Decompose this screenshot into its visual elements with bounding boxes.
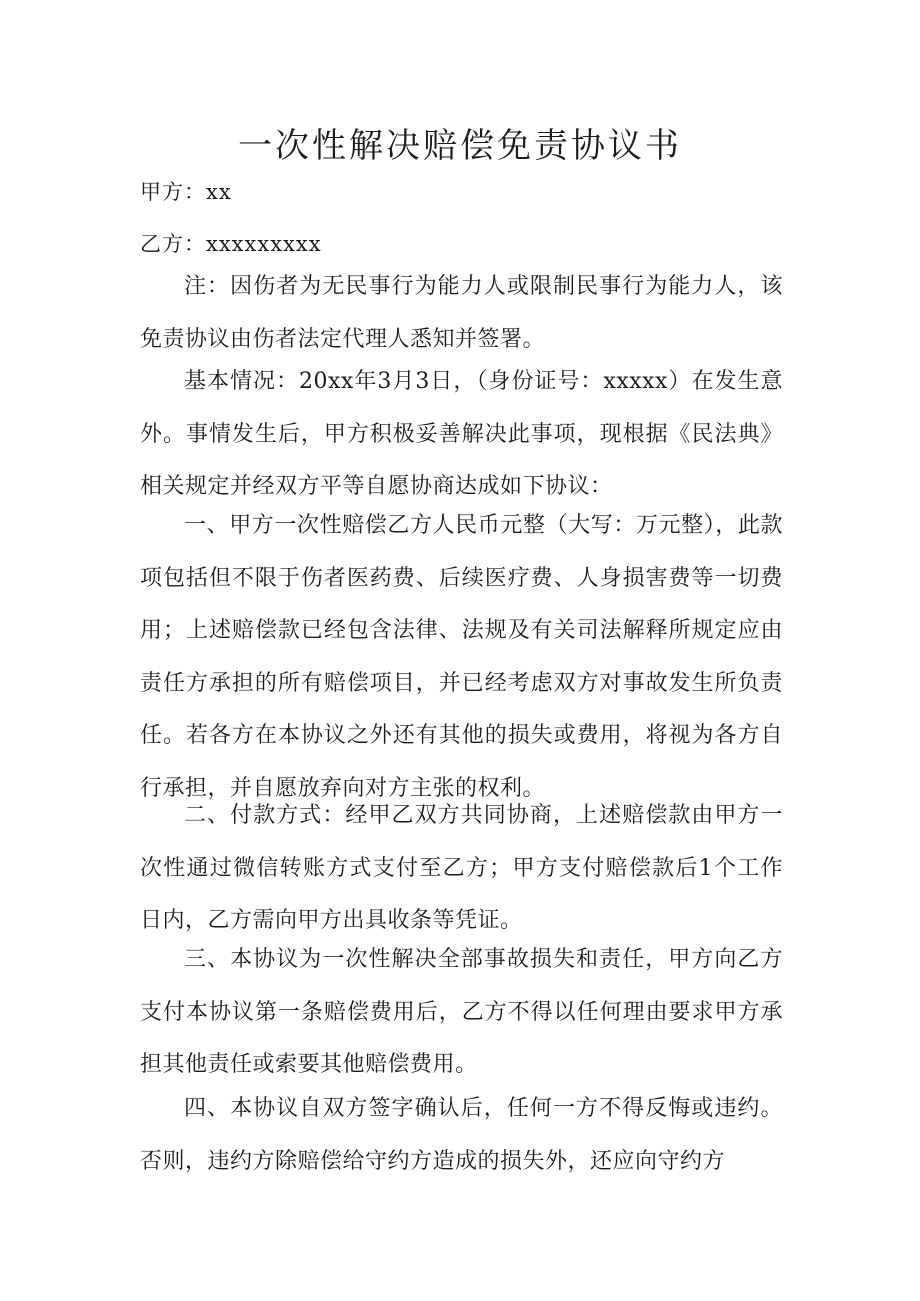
clause-1-paragraph: 一、甲方一次性赔偿乙方人民币元整（大写：万元整），此款项包括但不限于伤者医药费、后续医疗费、人身损害费等一切费用；上述赔偿款已经包含法律、法规及有关司法解释所规定应由责任方承担的所有赔偿项目，并已经考虑双方对事故发生所负责任。若各方在本协议之外还有其他的损失或费用，将视为各方自行承担，并自愿放弃向对方主张的权利。 (140, 513, 783, 801)
clause-3-paragraph: 三、本协议为一次性解决全部事故损失和责任，甲方向乙方支付本协议第一条赔偿费用后，乙方不得以任何理由要求甲方承担其他责任或索要其他赔偿费用。 (140, 947, 783, 1077)
note-paragraph: 注：因伤者为无民事行为能力人或限制民事行为能力人，该免责协议由伤者法定代理人悉知并签署。 (140, 274, 783, 352)
party-a: 甲方：xx (140, 180, 232, 204)
basic-info-paragraph: 基本情况：20xx年3月3日，（身份证号：xxxxx）在发生意外。事情发生后，甲方积极妥善解决此事项，现根据《民法典》相关规定并经双方平等自愿协商达成如下协议： (140, 369, 783, 499)
party-b: 乙方：xxxxxxxxx (140, 232, 322, 256)
clause-4-paragraph: 四、本协议自双方签字确认后，任何一方不得反悔或违约。否则，违约方除赔偿给守约方造成的损失外，还应向守约方 (140, 1096, 783, 1174)
document-title: 一次性解决赔偿免责协议书 (238, 126, 682, 166)
clause-2-paragraph: 二、付款方式：经甲乙双方共同协商，上述赔偿款由甲方一次性通过微信转账方式支付至乙方；甲方支付赔偿款后1个工作日内，乙方需向甲方出具收条等凭证。 (140, 803, 783, 933)
